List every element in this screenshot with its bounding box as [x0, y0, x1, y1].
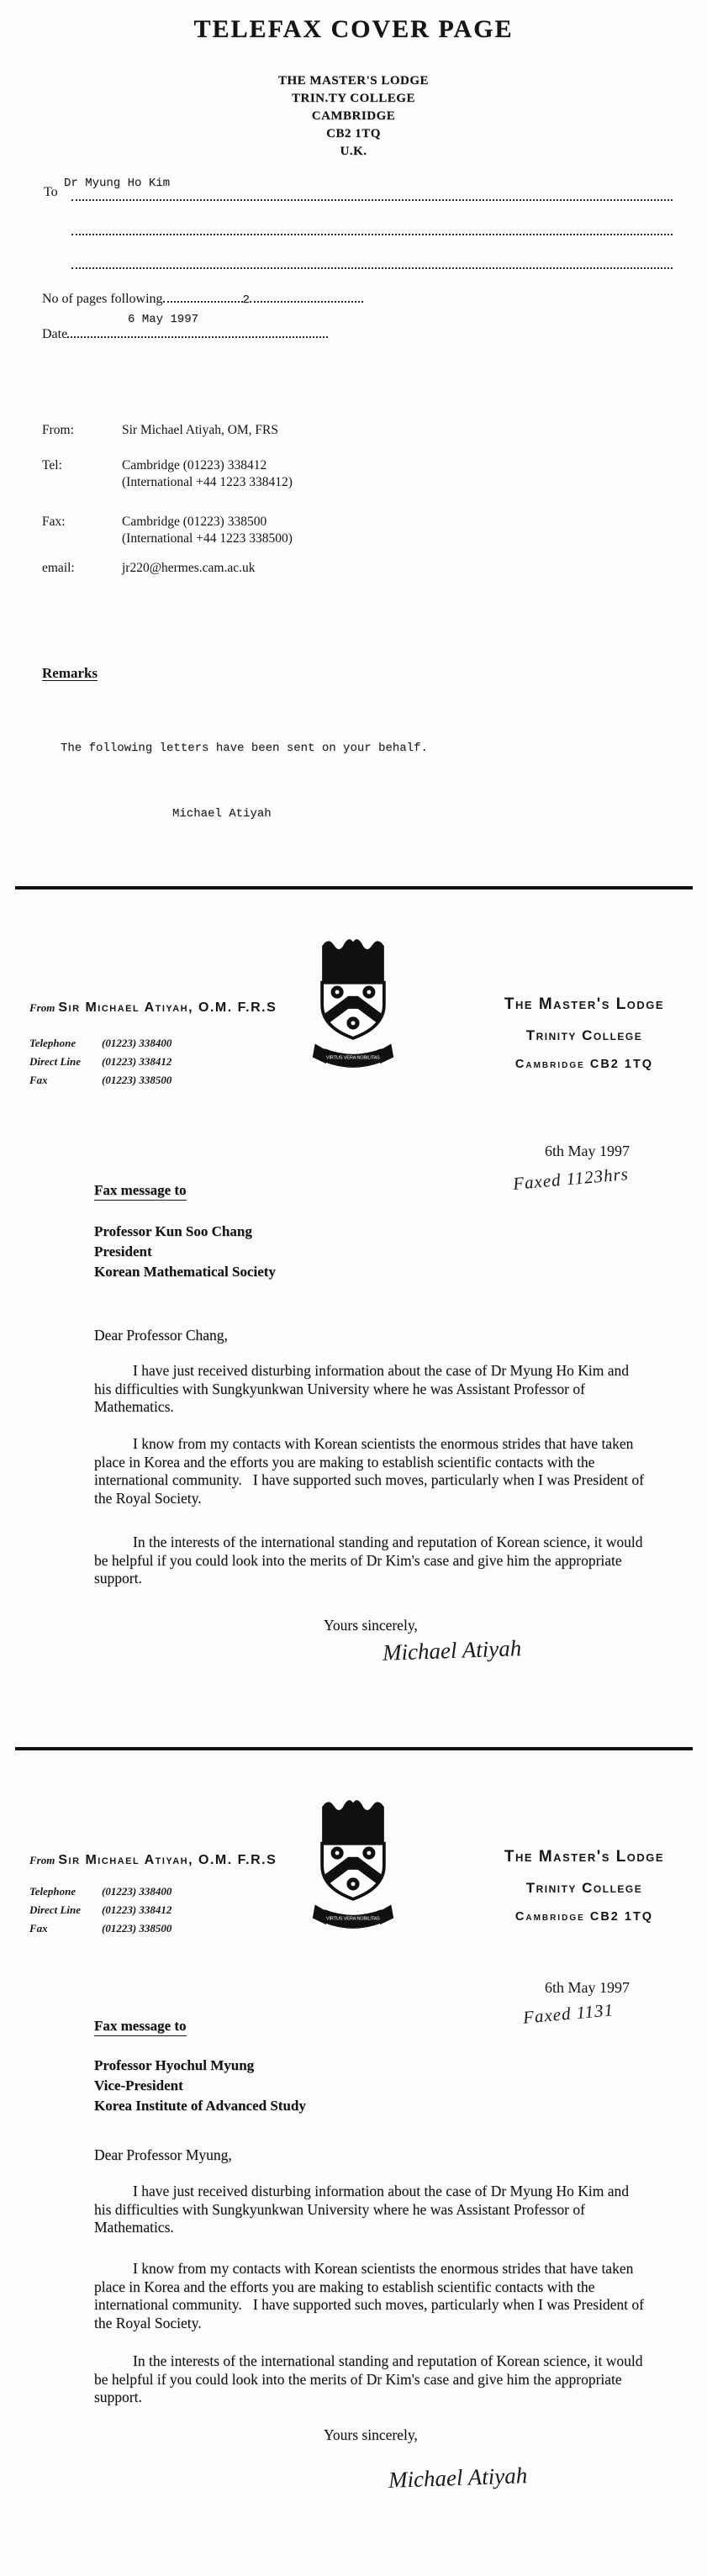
- closing: Yours sincerely,: [324, 1617, 418, 1634]
- trinity-college-crest: [309, 935, 397, 1079]
- remarks-text: The following letters have been sent on your behalf.: [61, 742, 428, 755]
- salutation: Dear Professor Chang,: [94, 1327, 228, 1343]
- letterhead-address-line: Cambridge CB2 1TQ: [514, 1910, 654, 1924]
- to-ruled-line: [71, 196, 673, 201]
- letterhead-address-line: Cambridge CB2 1TQ: [514, 1058, 654, 1071]
- letterhead-from-name: Sir Michael Atiyah, O.M. F.R.S: [58, 1000, 277, 1015]
- letter-paragraph: In the interests of the international standing and reputation of Korean science, it would be helpful if you could look into the merits of Dr Kim's case and give him the appropriate support.: [94, 1533, 646, 1586]
- page-divider: [15, 1747, 693, 1750]
- letterhead-contact-row: [29, 1885, 171, 1898]
- letterhead-from: [29, 1000, 277, 1016]
- contact-label: Fax: [29, 1074, 48, 1086]
- pages-value: 2: [242, 293, 250, 307]
- cover-address-line: THE MASTER'S LODGE: [277, 74, 430, 87]
- letter-date: 6th May 1997: [545, 1143, 630, 1159]
- cover-title: TELEFAX COVER PAGE: [193, 15, 514, 43]
- contact-value: (01223) 338500: [102, 1074, 172, 1086]
- recipient-line: Professor Kun Soo Chang: [94, 1223, 252, 1239]
- letterhead-contact-row: [29, 1074, 171, 1087]
- letterhead-contact-row: [29, 1055, 171, 1069]
- recipient-line: Vice-President: [94, 2077, 183, 2093]
- to-value: Dr Myung Ho Kim: [64, 177, 171, 190]
- remarks-signoff: Michael Atiyah: [172, 807, 272, 821]
- date-value: 6 May 1997: [128, 313, 199, 326]
- crest-motto: VIRTUS VERA NOBILITAS: [325, 1055, 381, 1061]
- letter-paragraph: I have just received disturbing information about the case of Dr Myung Ho Kim and his difficulties with Sungkyunkwan University where he was Assistant Professor of Mathematics.: [94, 1362, 633, 1415]
- handwritten-fax-note: Faxed 1131: [522, 1999, 615, 2028]
- page-divider: [15, 886, 693, 889]
- trinity-college-crest: [309, 1796, 397, 1940]
- fax-message-to-heading: Fax message to: [94, 2018, 187, 2036]
- letter-paragraph: In the interests of the international standing and reputation of Korean science, it would be helpful if you could look into the merits of Dr Kim's case and give him the appropriate support.: [94, 2352, 646, 2405]
- to-ruled-line: [71, 264, 673, 269]
- cover-address-line: U.K.: [340, 145, 367, 158]
- closing: Yours sincerely,: [324, 2426, 418, 2443]
- pages-row: [42, 291, 363, 307]
- letterhead-from-prefix: From: [29, 1001, 55, 1014]
- pages-label: No of pages following: [42, 292, 163, 306]
- cover-address-line: TRIN.TY COLLEGE: [292, 92, 415, 105]
- field-label: Fax:: [42, 515, 66, 529]
- leader-dots: [67, 326, 328, 338]
- contact-label: Direct Line: [29, 1903, 82, 1916]
- date-row: [42, 326, 328, 342]
- letterhead-from-name: Sir Michael Atiyah, O.M. F.R.S: [58, 1853, 277, 1867]
- leader-dots: [163, 291, 243, 303]
- recipient-line: Korea Institute of Advanced Study: [94, 2098, 306, 2114]
- recipient-line: Korean Mathematical Society: [94, 1264, 276, 1280]
- remarks-heading: Remarks: [42, 665, 98, 681]
- cover-address-block: [0, 72, 707, 161]
- letter-date: 6th May 1997: [545, 1979, 630, 1996]
- contact-label: Telephone: [29, 1037, 77, 1049]
- signature: Michael Atiyah: [388, 2463, 528, 2493]
- field-value: Sir Michael Atiyah, OM, FRS: [122, 423, 279, 437]
- letterhead-from-prefix: From: [29, 1854, 55, 1866]
- letterhead-address-line: The Master's Lodge: [504, 1848, 665, 1866]
- recipient-block: [94, 1222, 276, 1282]
- fax-message-to-heading: Fax message to: [94, 1182, 187, 1201]
- recipient-line: President: [94, 1243, 152, 1259]
- recipient-block: [94, 2056, 306, 2116]
- to-label: To: [44, 185, 58, 199]
- field-value: Cambridge (01223) 338500: [122, 515, 267, 529]
- field-label: email:: [42, 561, 75, 575]
- field-label: Tel:: [42, 458, 62, 472]
- field-value: (International +44 1223 338412): [122, 475, 293, 489]
- letter-paragraph: I know from my contacts with Korean scientists the enormous strides that have taken place in Korea and the efforts you are making to establish scientific contacts with the international community. I have supported such moves, particularly when I was President of the Royal Society.: [94, 1435, 648, 1507]
- contact-value: (01223) 338400: [102, 1885, 172, 1898]
- field-value: jr220@hermes.cam.ac.uk: [122, 561, 256, 575]
- contact-value: (01223) 338412: [102, 1055, 172, 1068]
- cover-address-line: CB2 1TQ: [326, 127, 381, 140]
- field-label: From:: [42, 423, 74, 437]
- letter-paragraph: I know from my contacts with Korean scientists the enormous strides that have taken place in Korea and the efforts you are making to establish scientific contacts with the international community. I have supported such moves, particularly when I was President of the Royal Society.: [94, 2260, 648, 2331]
- contact-value: (01223) 338500: [102, 1922, 172, 1935]
- contact-value: (01223) 338400: [102, 1037, 172, 1049]
- letterhead-address-line: Trinity College: [525, 1027, 643, 1043]
- letterhead-contact-row: [29, 1037, 171, 1050]
- cover-address-line: CAMBRIDGE: [311, 109, 396, 123]
- handwritten-fax-note: Faxed 1123hrs: [512, 1164, 630, 1194]
- recipient-line: Professor Hyochul Myung: [94, 2057, 255, 2073]
- letterhead-contact-row: [29, 1922, 171, 1935]
- letterhead-contact-row: [29, 1903, 171, 1917]
- leader-dots: [250, 291, 363, 303]
- letter-paragraph: I have just received disturbing information about the case of Dr Myung Ho Kim and his difficulties with Sungkyunkwan University where he was Assistant Professor of Mathematics.: [94, 2183, 633, 2236]
- salutation: Dear Professor Myung,: [94, 2146, 232, 2163]
- contact-label: Telephone: [29, 1885, 77, 1898]
- contact-label: Fax: [29, 1922, 48, 1935]
- signature: Michael Atiyah: [382, 1635, 522, 1665]
- field-value: Cambridge (01223) 338412: [122, 458, 267, 472]
- letterhead-address-line: Trinity College: [525, 1880, 643, 1896]
- letterhead-from: [29, 1853, 277, 1868]
- field-value: (International +44 1223 338500): [122, 531, 293, 546]
- contact-label: Direct Line: [29, 1055, 82, 1068]
- crest-motto: VIRTUS VERA NOBILITAS: [325, 1916, 381, 1922]
- contact-value: (01223) 338412: [102, 1903, 172, 1916]
- letterhead-address-line: The Master's Lodge: [504, 995, 665, 1013]
- to-ruled-line: [71, 230, 673, 235]
- date-label: Date: [42, 327, 68, 341]
